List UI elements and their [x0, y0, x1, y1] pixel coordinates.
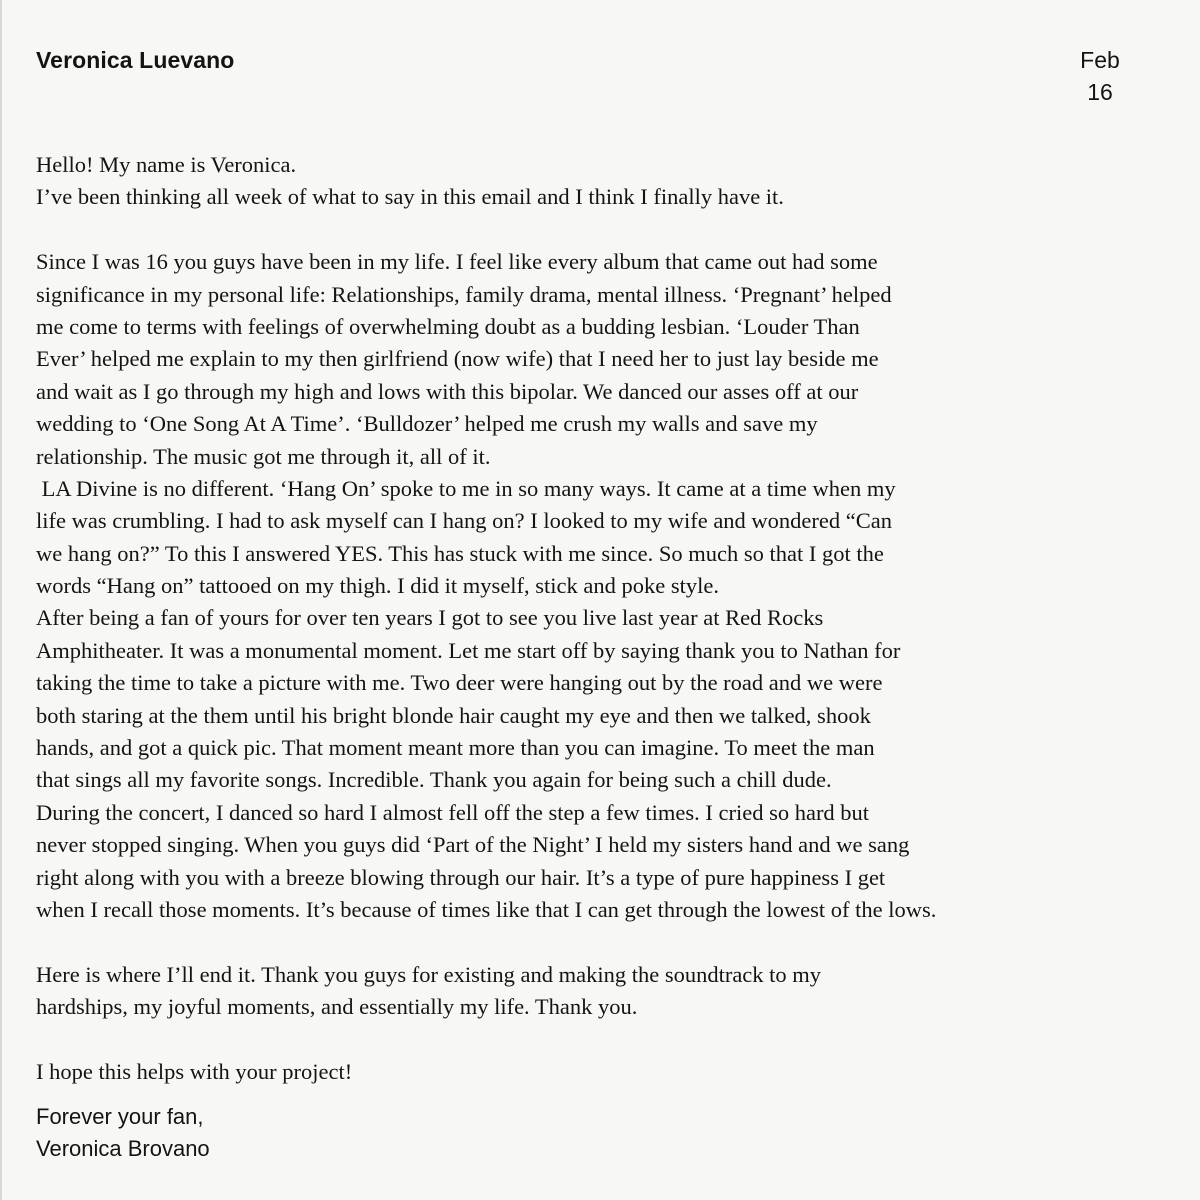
date-day: 16	[1087, 79, 1113, 105]
body-line: that sings all my favorite songs. Incredible. Thank you again for being such a chill dude.	[36, 767, 832, 793]
ending-line: hardships, my joyful moments, and essentially my life. Thank you.	[36, 994, 638, 1020]
body-line: and wait as I go through my high and lows with this bipolar. We danced our asses off at our	[36, 378, 859, 404]
body-line: me come to terms with feelings of overwhelming doubt as a budding lesbian. ‘Louder Than	[36, 313, 860, 339]
body-line: LA Divine is no different. ‘Hang On’ spoke to me in so many ways. It came at a time when my	[36, 475, 896, 501]
project-note: I hope this helps with your project!	[36, 1058, 353, 1084]
closing-block	[36, 1101, 210, 1165]
body-line: words “Hang on” tattooed on my thigh. I did it myself, stick and poke style.	[36, 573, 720, 599]
greeting-line: Hello! My name is Veronica.	[36, 152, 297, 177]
greeting-line: I’ve been thinking all week of what to say in this email and I think I finally have it.	[36, 184, 784, 210]
paragraph-gap	[36, 926, 1176, 958]
body-line: During the concert, I danced so hard I almost fell off the step a few times. I cried so hard but	[36, 799, 870, 825]
ending-line: Here is where I’ll end it. Thank you guys for existing and making the soundtrack to my	[36, 961, 822, 987]
sender-name: Veronica Luevano	[36, 47, 235, 73]
signoff: Forever your fan,	[36, 1104, 204, 1129]
paragraph-gap	[36, 214, 1176, 246]
body-line: Ever’ helped me explain to my then girlfriend (now wife) that I need her to just lay beside me	[36, 346, 879, 372]
body-line: right along with you with a breeze blowing through our hair. It’s a type of pure happiness I get	[36, 864, 886, 890]
body-line: wedding to ‘One Song At A Time’. ‘Bulldozer’ helped me crush my walls and save my	[36, 411, 818, 437]
body-line: Since I was 16 you guys have been in my life. I feel like every album that came out had some	[36, 249, 878, 275]
body-line: when I recall those moments. It’s because of times like that I can get through the lowest of the lows.	[36, 896, 937, 922]
date-month: Feb	[1080, 47, 1120, 73]
signature-name: Veronica Brovano	[36, 1136, 210, 1161]
letter-body	[36, 149, 1176, 1088]
body-line: relationship. The music got me through it, all of it.	[36, 443, 491, 469]
body-line: never stopped singing. When you guys did ‘Part of the Night’ I held my sisters hand and we sang	[36, 832, 910, 858]
body-line: significance in my personal life: Relationships, family drama, mental illness. ‘Pregnant’ helped	[36, 281, 892, 307]
body-line: life was crumbling. I had to ask myself can I hang on? I looked to my wife and wondered “Can	[36, 508, 892, 534]
body-line: hands, and got a quick pic. That moment meant more than you can imagine. To meet the man	[36, 735, 875, 761]
paragraph-gap	[36, 1024, 1176, 1056]
body-line: After being a fan of yours for over ten years I got to see you live last year at Red Rocks	[36, 605, 824, 631]
body-line: Amphitheater. It was a monumental moment. Let me start off by saying thank you to Nathan for	[36, 637, 901, 663]
body-line: we hang on?” To this I answered YES. This has stuck with me since. So much so that I got the	[36, 540, 884, 566]
body-line: both staring at the them until his bright blonde hair caught my eye and then we talked, shook	[36, 702, 871, 728]
body-line: taking the time to take a picture with me. Two deer were hanging out by the road and we were	[36, 670, 883, 696]
letter-date	[1070, 44, 1130, 108]
